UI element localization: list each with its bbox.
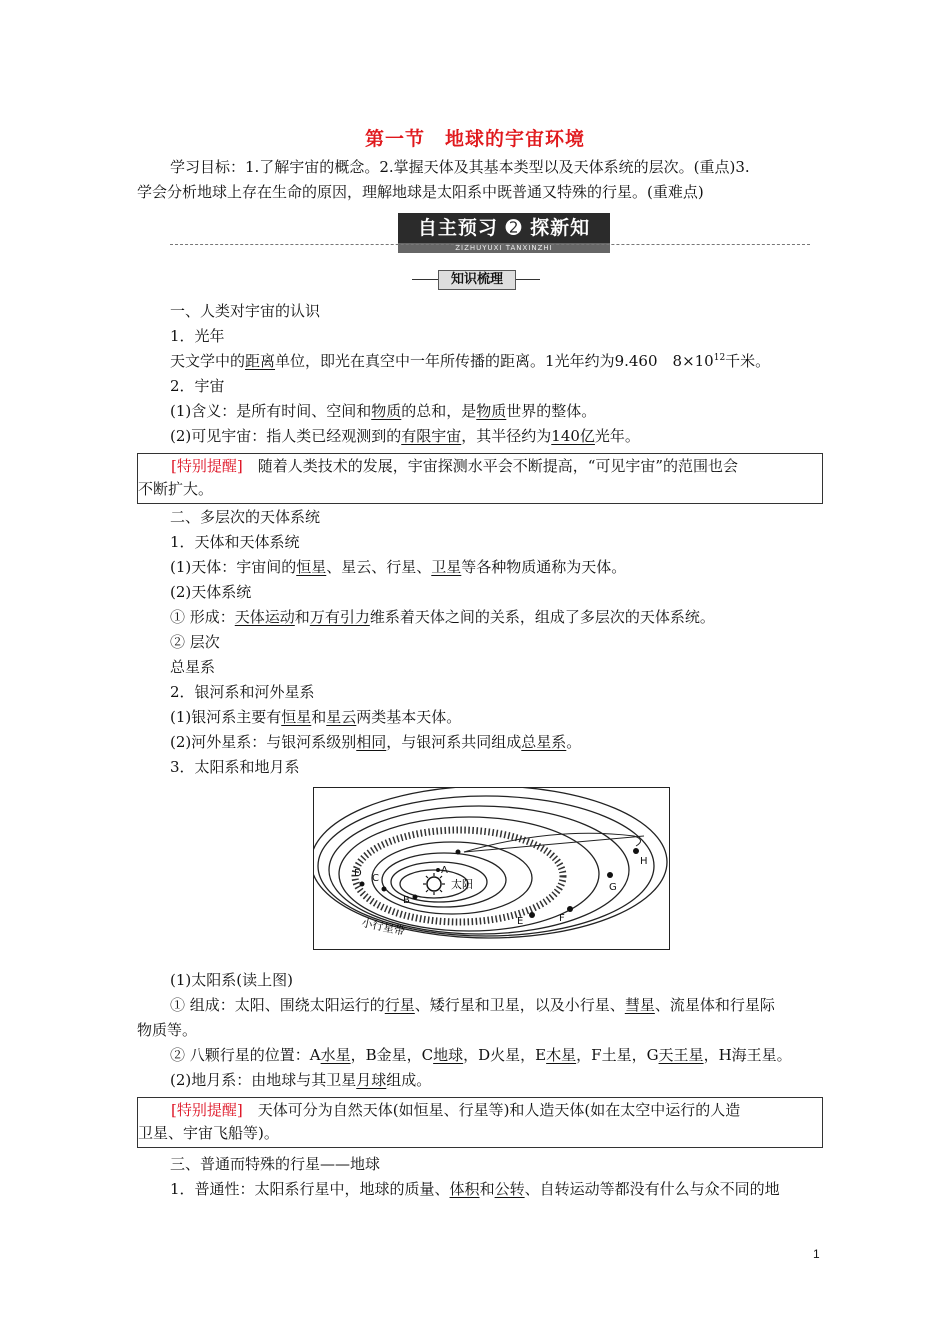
general-line: 1．普通性：太阳系行星中，地球的质量、体积和公转、自转运动等都没有什么与众不同的地	[170, 1180, 780, 1198]
extragalactic-line: (2)河外星系：与银河系级别相同，与银河系共同组成总星系。	[170, 733, 582, 751]
banner-main: 自主预习 ➋ 探新知	[398, 213, 610, 243]
asteroid-belt-label: 小行星带	[360, 916, 407, 939]
planet-positions-line: ② 八颗行星的位置：A水星，B金星，C地球，D火星，E木星，F土星，G天王星，H海王星。	[170, 1046, 792, 1064]
total-galaxy-line: 总星系	[170, 658, 216, 676]
sun-icon	[423, 873, 445, 895]
objectives-line-2: 学会分析地球上存在生命的原因，理解地球是太阳系中既普通又特殊的行星。(重难点)	[137, 183, 704, 201]
s2-item3: 3．太阳系和地月系	[170, 758, 300, 776]
visible-universe-line: (2)可见宇宙：指人类已经观测到的有限宇宙，其半径约为140亿光年。	[170, 427, 640, 445]
formation-line: ① 形成：天体运动和万有引力维系着天体之间的关系，组成了多层次的天体系统。	[170, 608, 715, 626]
s1-heading: 一、人类对宇宙的认识	[170, 302, 321, 320]
planet-label-e: E	[517, 916, 524, 927]
planet-label-c: C	[372, 873, 379, 884]
s2-item1: 1．天体和天体系统	[170, 533, 300, 551]
divider	[170, 244, 810, 245]
s2-item2: 2．银河系和河外星系	[170, 683, 315, 701]
note-label: [特别提醒]	[171, 1101, 243, 1119]
note-label: [特别提醒]	[171, 457, 243, 475]
milky-way-line: (1)银河系主要有恒星和星云两类基本天体。	[170, 708, 462, 726]
section-tag-label: 知识梳理	[438, 270, 516, 290]
planet-label-h: H	[640, 856, 648, 867]
page-number: 1	[813, 1247, 820, 1261]
s3-heading: 三、普通而特殊的行星——地球	[170, 1155, 381, 1173]
objectives-line-1: 学习目标：1.了解宇宙的概念。2.掌握天体及其基本类型以及天体系统的层次。(重点)3.	[170, 158, 750, 176]
banner-sub: ZIZHUYUXI TANXINZHI	[398, 243, 610, 253]
special-note-1: [特别提醒] 随着人类技术的发展，宇宙探测水平会不断提高，“可见宇宙”的范围也会 不断扩大。	[137, 453, 823, 504]
sun-label: 太阳	[451, 878, 473, 891]
lightyear-line: 天文学中的距离单位，即光在真空中一年所传播的距离。1光年约为9.460 $8\times 10^{12}$千米。	[170, 352, 771, 370]
composition-line-2: 物质等。	[137, 1021, 198, 1039]
composition-line-1: ① 组成：太阳、围绕太阳运行的行星、矮行星和卫星，以及小行星、彗星、流星体和行星际	[170, 996, 775, 1014]
planet-label-f: F	[559, 913, 565, 924]
systems-line: (2)天体系统	[170, 583, 252, 601]
bodies-line: (1)天体：宇宙间的恒星、星云、行星、卫星等各种物质通称为天体。	[170, 558, 627, 576]
special-note-2: [特别提醒] 天体可分为自然天体(如恒星、行星等)和人造天体(如在太空中运行的人造 卫星、宇宙飞船等)。	[137, 1097, 823, 1148]
planet-label-g: G	[609, 882, 617, 893]
solar-system-line: (1)太阳系(读上图)	[170, 971, 293, 989]
planet-label-a: A	[441, 865, 448, 876]
planet-label-b: B	[403, 895, 410, 906]
s2-heading: 二、多层次的天体系统	[170, 508, 321, 526]
solar-system-figure	[313, 787, 670, 950]
solar-system-diagram	[314, 788, 669, 949]
page-title: 第一节 地球的宇宙环境	[364, 128, 585, 150]
s1-item2: 2．宇宙	[170, 377, 225, 395]
section-tag	[412, 268, 540, 290]
s1-item1: 1．光年	[170, 327, 225, 345]
earth-moon-line: (2)地月系：由地球与其卫星月球组成。	[170, 1071, 432, 1089]
meaning-line: (1)含义：是所有时间、空间和物质的总和，是物质世界的整体。	[170, 402, 597, 420]
levels-line: ② 层次	[170, 633, 220, 651]
planet-label-d: D	[354, 868, 362, 879]
